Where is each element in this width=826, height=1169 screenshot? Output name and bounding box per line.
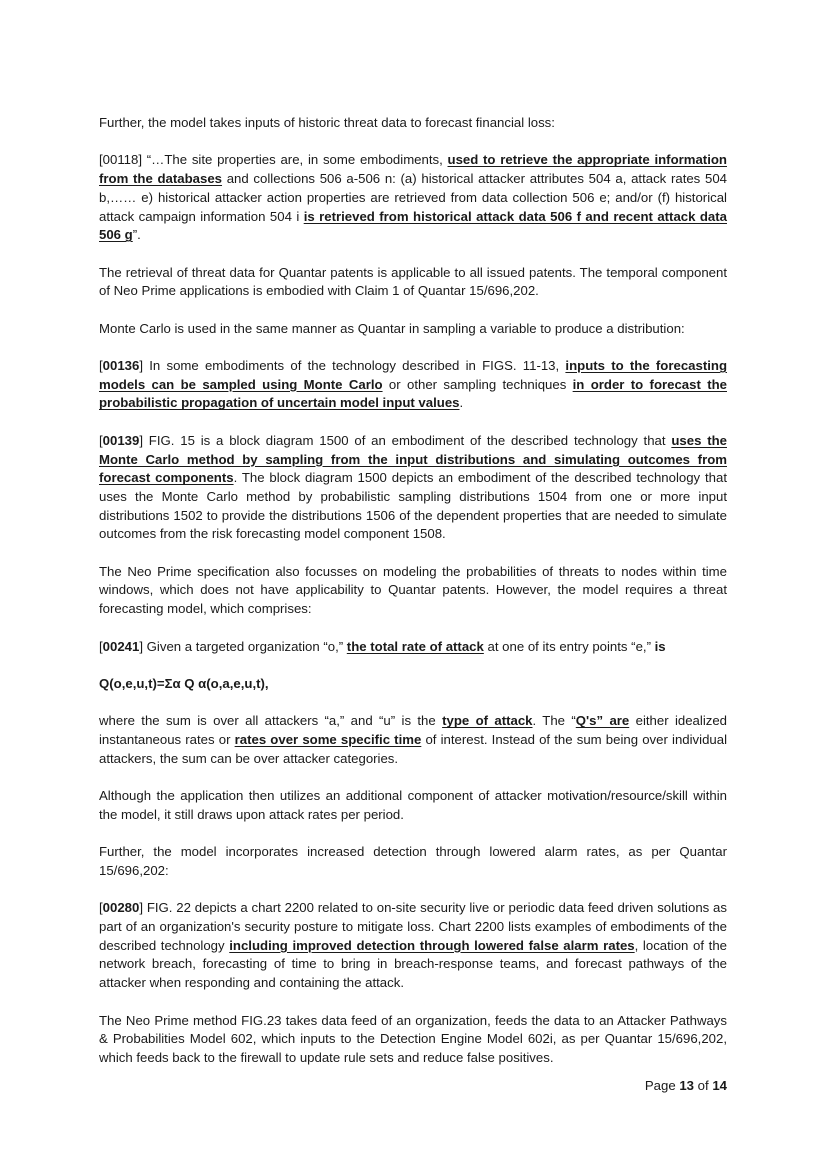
paragraph-although-application xyxy=(99,787,727,824)
paragraph-00139 xyxy=(99,432,727,544)
text-run: . xyxy=(459,395,464,411)
document-body xyxy=(99,114,727,1086)
text-run: [ xyxy=(99,432,103,448)
footer-prefix: Page xyxy=(644,1078,680,1093)
paragraph-number: 00139 xyxy=(102,432,140,448)
paragraph-sum-explanation xyxy=(99,712,727,768)
text-run: [ xyxy=(99,358,103,374)
text-run-emphasis: uses the Monte Carlo method by sampling from the input distributions and simulating outcomes from forecast components xyxy=(99,432,727,486)
text-run: at one of its entry points “e,” xyxy=(483,638,655,654)
paragraph-neo-prime-method xyxy=(99,1012,727,1068)
paragraph-detection-intro xyxy=(99,843,727,880)
paragraph-retrieval-applicability xyxy=(99,264,727,301)
formula-text: Q(o,e,u,t)=Σα Q α(o,a,e,u,t), xyxy=(99,675,269,691)
text-run: . The “ xyxy=(532,713,576,729)
paragraph-monte-carlo-intro xyxy=(99,320,727,339)
footer-current-page: 13 xyxy=(679,1078,694,1093)
paragraph-number: 00136 xyxy=(102,358,140,374)
text-run: Further, the model incorporates increased detection through lowered alarm rates, as per Quantar 15/696,202: xyxy=(99,844,727,878)
text-run-emphasis: in order to forecast the probabilistic propagation of uncertain model input values xyxy=(99,376,727,411)
text-run-emphasis: is retrieved from historical attack data 506 f and recent attack data 506 g xyxy=(99,208,727,243)
text-run: Further, the model takes inputs of historic threat data to forecast financial loss: xyxy=(99,115,555,130)
paragraph-neo-prime-spec xyxy=(99,563,727,619)
text-run: and collections 506 a-506 n: (a) historical attacker attributes 504 a, attack rates 504 b,…… e) historical attacker action properties are retrieved from data collection 506 e; and/or (f) historical attack campaign information 504 i xyxy=(99,171,727,224)
text-run-emphasis: including improved detection through lowered false alarm rates xyxy=(229,937,635,953)
paragraph-00136 xyxy=(99,357,727,413)
paragraph-00241 xyxy=(99,638,727,657)
text-run: ] In some embodiments of the technology described in FIGS. 11-13, xyxy=(139,358,566,374)
paragraph-00118 xyxy=(99,151,727,245)
paragraph-intro-threat-data xyxy=(99,114,727,133)
paragraph-number: 00241 xyxy=(102,638,140,654)
text-run-emphasis: Q's” are xyxy=(575,713,630,729)
text-run-bold: is xyxy=(654,638,666,654)
attack-rate-formula xyxy=(99,675,727,694)
text-run-emphasis: rates over some specific time xyxy=(234,732,422,748)
page-footer xyxy=(645,1077,727,1096)
text-run: Although the application then utilizes an additional component of attacker motivation/resource/skill within the model, it still draws upon attack rates per period. xyxy=(99,788,727,822)
text-run: ] FIG. 22 depicts a chart 2200 related to on-site security live or periodic data feed driven solutions as part of an organization's security posture to mitigate loss. Chart 2200 lists examples of embodiments of the described technology xyxy=(99,900,727,953)
text-run: . The block diagram 1500 depicts an embodiment of the described technology that uses the Monte Carlo method by probabilistic sampling distributions 1504 from one or more input distributions 1502 to provide the distributions 1506 of the dependent properties that are needed to simulate outcomes from the risk forecasting model component 1508. xyxy=(99,470,727,542)
text-run: [00118] “…The site properties are, in some embodiments, xyxy=(99,152,448,168)
text-run-emphasis: the total rate of attack xyxy=(346,638,484,654)
text-run-emphasis: type of attack xyxy=(442,713,533,729)
text-run: or other sampling techniques xyxy=(382,376,573,392)
text-run: ] FIG. 15 is a block diagram 1500 of an embodiment of the described technology that xyxy=(139,432,672,448)
text-run: The retrieval of threat data for Quantar patents is applicable to all issued patents. The temporal component of Neo Prime applications is embodied with Claim 1 of Quantar 15/696,202. xyxy=(99,264,727,299)
footer-total-pages: 14 xyxy=(712,1078,727,1093)
text-run: The Neo Prime specification also focusses on modeling the probabilities of threats to nodes within time windows, which does not have applicability to Quantar patents. However, the model requires a threat forecasting model, which comprises: xyxy=(99,563,727,617)
text-run: Monte Carlo is used in the same manner as Quantar in sampling a variable to produce a distribution: xyxy=(99,320,685,336)
text-run: ”. xyxy=(132,227,141,243)
footer-separator: of xyxy=(694,1078,713,1093)
text-run: [ xyxy=(99,900,103,916)
text-run: ] Given a targeted organization “o,” xyxy=(139,638,347,654)
text-run: where the sum is over all attackers “a,” and “u” is the xyxy=(99,713,443,729)
text-run: of interest. Instead of the sum being over individual attackers, the sum can be over attacker categories. xyxy=(99,732,728,766)
paragraph-number: 00280 xyxy=(102,900,140,916)
text-run-emphasis: used to retrieve the appropriate information from the databases xyxy=(99,152,727,187)
text-run: either idealized instantaneous rates or xyxy=(99,713,728,748)
text-run: , location of the network breach, forecasting of time to bring in breach-response teams, and forecast pathways of the attacker when responding and containing the attack. xyxy=(99,937,727,991)
text-run: [ xyxy=(99,638,103,654)
paragraph-00280 xyxy=(99,899,727,993)
text-run: The Neo Prime method FIG.23 takes data feed of an organization, feeds the data to an Attacker Pathways & Probabilities Model 602, which inputs to the Detection Engine Model 602i, as per Quantar 15/696,202, which feeds back to the firewall to update rule sets and reduce false positives. xyxy=(99,1012,727,1065)
text-run-emphasis: inputs to the forecasting models can be sampled using Monte Carlo xyxy=(99,358,727,392)
